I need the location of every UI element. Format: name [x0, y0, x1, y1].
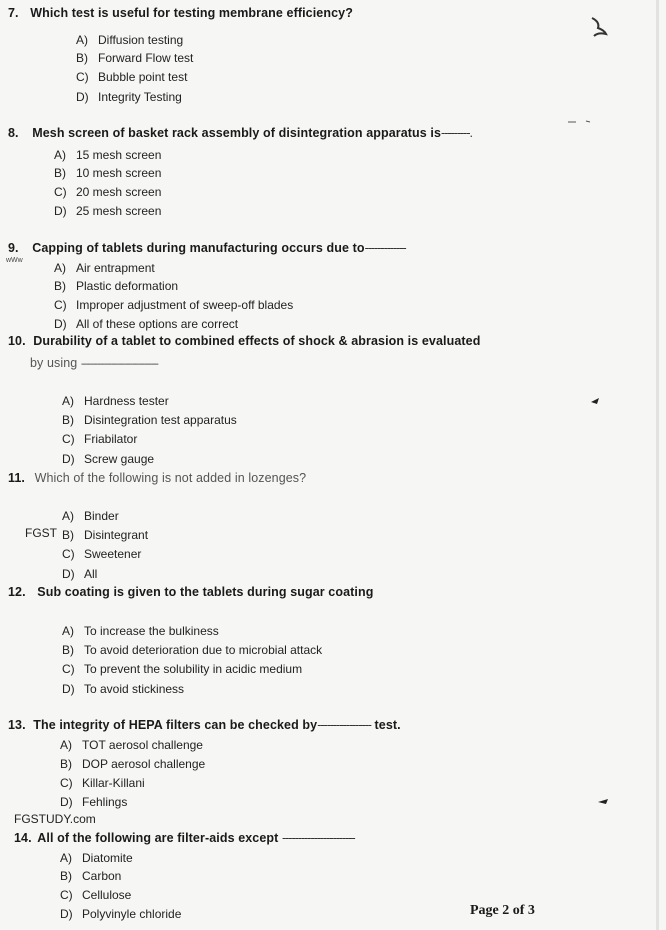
option-10a: A) Hardness tester: [62, 394, 169, 408]
question-12: [8, 585, 373, 599]
option-11b: B) Disintegrant: [62, 528, 149, 542]
question-text: Which of the following is not added in lozenges?: [34, 471, 307, 485]
question-text: Durability of a tablet to combined effects of shock & abrasion is evaluated: [33, 334, 481, 348]
option-8a: A) 15 mesh screen: [54, 148, 162, 162]
watermark-fgst: FGST: [25, 526, 57, 540]
question-9: [8, 241, 406, 255]
option-10c: C) Friabilator: [62, 432, 138, 446]
option-9c: C) Improper adjustment of sweep-off blades: [54, 298, 294, 312]
option-9a: A) Air entrapment: [54, 261, 155, 275]
answer-blank: ---------.: [441, 126, 472, 140]
option-12b: B) To avoid deterioration due to microbial attack: [62, 643, 323, 657]
answer-blank: -------------: [364, 241, 406, 255]
option-7a: A) Diffusion testing: [76, 33, 184, 47]
option-10b: B) Disintegration test apparatus: [62, 413, 237, 427]
question-number: 11.: [8, 471, 25, 485]
question-number: 8.: [8, 126, 19, 140]
scan-edge: [656, 0, 659, 930]
option-11c: C) Sweetener: [62, 547, 142, 561]
option-7b: B) Forward Flow test: [76, 51, 194, 65]
question-number: 10.: [8, 334, 26, 348]
question-number: 14.: [14, 831, 32, 845]
option-12a: A) To increase the bulkiness: [62, 624, 219, 638]
option-14a: A) Diatomite: [60, 851, 133, 865]
question-10: [8, 334, 480, 348]
option-13d: D) Fehlings: [60, 795, 128, 809]
option-8c: C) 20 mesh screen: [54, 185, 162, 199]
answer-blank: -----------------: [317, 718, 371, 732]
question-7: [8, 6, 353, 20]
question-8: [8, 126, 472, 140]
question-11: [8, 471, 306, 485]
question-text: Which test is useful for testing membrane efficiency?: [30, 6, 353, 20]
scan-speck-icon: [588, 14, 610, 38]
question-number: 9.: [8, 241, 19, 255]
option-10d: D) Screw gauge: [62, 452, 155, 466]
option-13a: A) TOT aerosol challenge: [60, 738, 203, 752]
option-12d: D) To avoid stickiness: [62, 682, 185, 696]
question-text: Mesh screen of basket rack assembly of disintegration apparatus is: [32, 126, 442, 140]
answer-blank: ---------------------------------: [80, 359, 158, 370]
option-7d: D) Integrity Testing: [76, 90, 182, 104]
option-13c: C) Killar-Killani: [60, 776, 145, 790]
page-number: Page 2 of 3: [470, 903, 535, 918]
option-11a: A) Binder: [62, 509, 119, 523]
option-12c: C) To prevent the solubility in acidic medium: [62, 662, 303, 676]
option-9d: D) All of these options are correct: [54, 317, 239, 331]
question-number: 7.: [8, 6, 19, 20]
option-14c: C) Cellulose: [60, 888, 132, 902]
option-13b: B) DOP aerosol challenge: [60, 757, 206, 771]
option-8b: B) 10 mesh screen: [54, 166, 162, 180]
question-text-line2: by using: [30, 356, 78, 370]
option-11d: D) All: [62, 567, 98, 581]
option-14b: B) Carbon: [60, 869, 122, 883]
question-text: All of the following are filter-aids except: [37, 831, 279, 845]
scan-speck-icon: [588, 392, 602, 408]
question-text: Sub coating is given to the tablets during sugar coating: [37, 585, 374, 599]
question-number: 12.: [8, 585, 26, 599]
question-text: The integrity of HEPA filters can be checked by: [33, 718, 318, 732]
question-text: Capping of tablets during manufacturing occurs due to: [32, 241, 365, 255]
question-number: 13.: [8, 718, 26, 732]
question-10-line2: [30, 356, 158, 370]
question-13: [8, 718, 401, 732]
watermark-small: wWw: [6, 257, 23, 264]
scan-speck-icon: [566, 118, 596, 126]
option-14d: D) Polyvinyle chloride: [60, 907, 182, 921]
scan-speck-icon: [596, 794, 612, 808]
watermark-fgstudy: FGSTUDY.com: [14, 812, 96, 826]
option-9b: B) Plastic deformation: [54, 279, 179, 293]
option-8d: D) 25 mesh screen: [54, 204, 162, 218]
answer-blank: -----------------------: [281, 831, 355, 845]
question-14: [14, 831, 355, 845]
question-text-after: test.: [374, 718, 401, 732]
option-7c: C) Bubble point test: [76, 70, 188, 84]
